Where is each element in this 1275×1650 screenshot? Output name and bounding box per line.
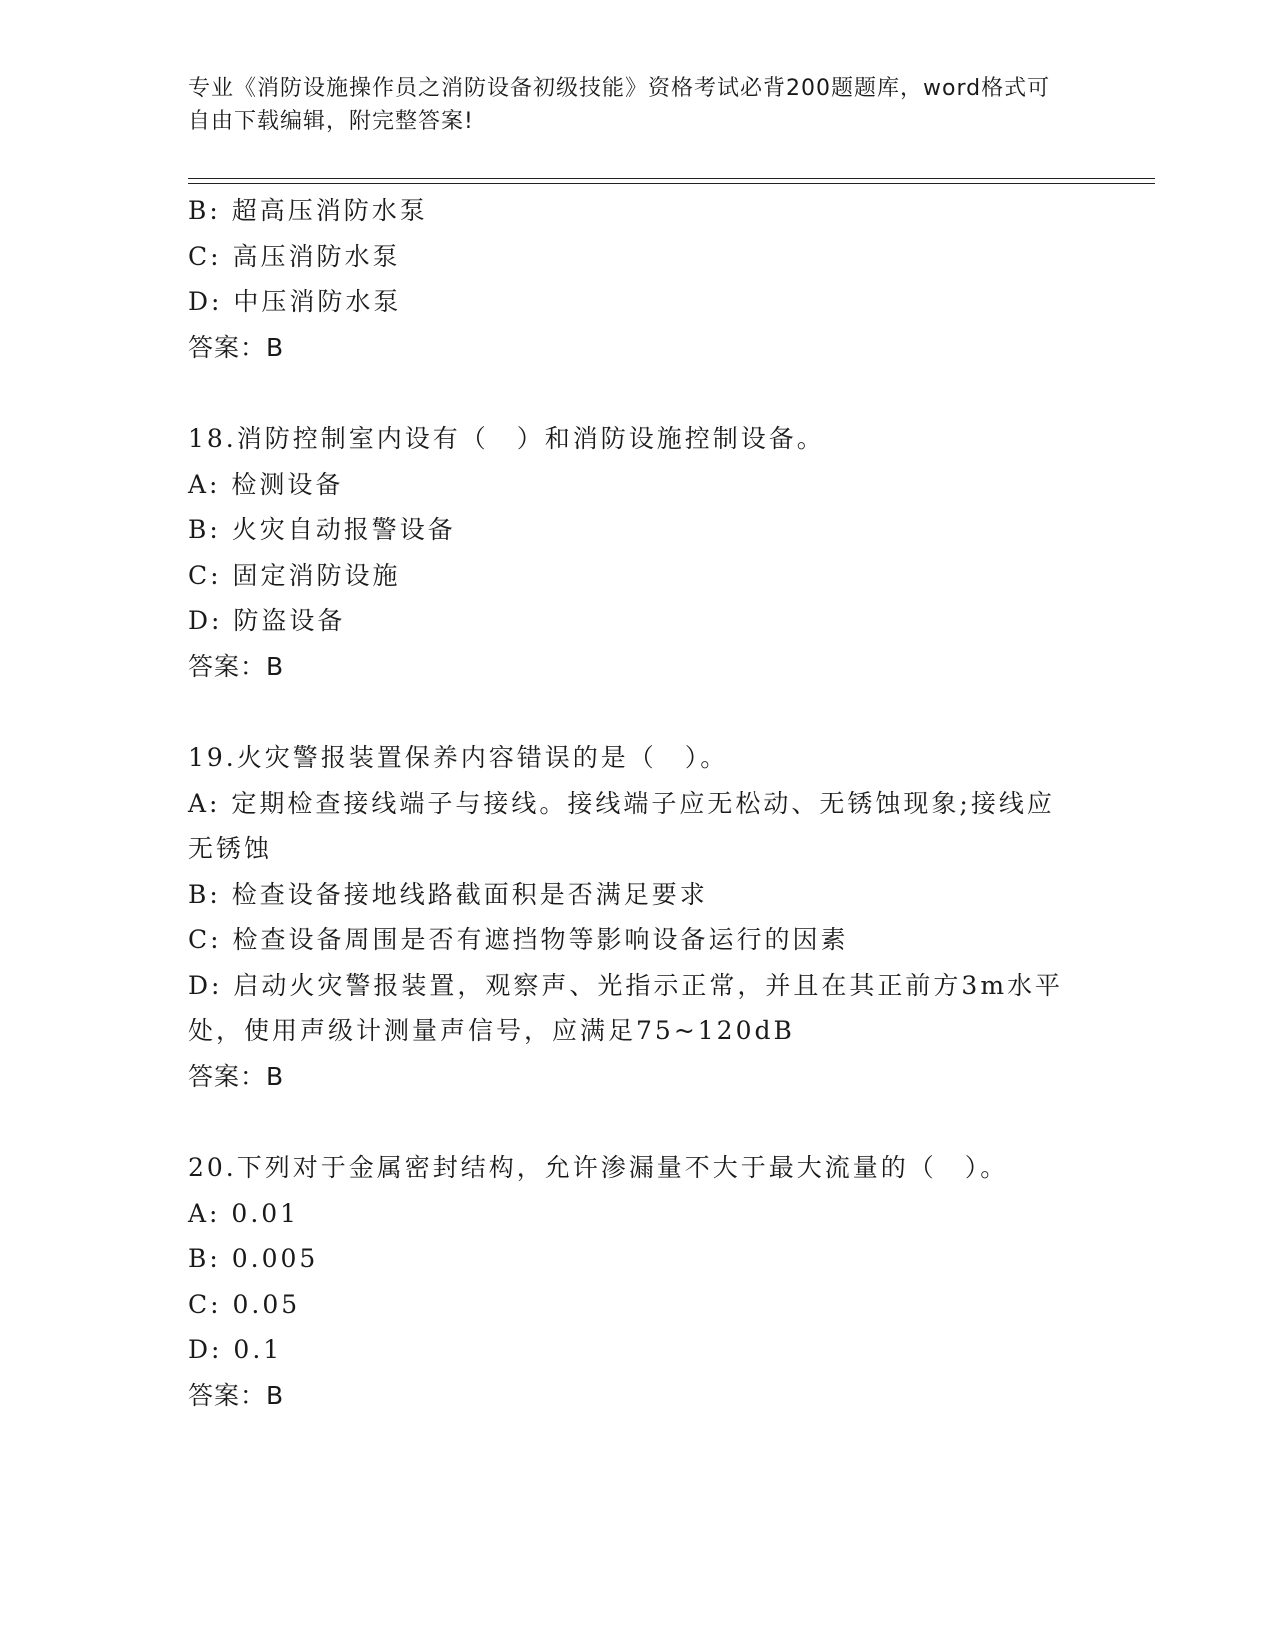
question-content (188, 188, 1068, 1418)
option-b: B: 火灾自动报警设备 (188, 515, 456, 544)
header-divider-bottom (188, 183, 1155, 184)
question-20 (188, 1145, 1068, 1418)
option-d: D: 0.1 (188, 1335, 283, 1364)
option-c: C: 检查设备周围是否有遮挡物等影响设备运行的因素 (188, 925, 849, 954)
option-b: B: 检查设备接地线路截面积是否满足要求 (188, 879, 708, 909)
option-b: B: 超高压消防水泵 (188, 196, 428, 225)
question-stem: 20.下列对于金属密封结构，允许渗漏量不大于最大流量的（ ）。 (188, 1153, 1009, 1182)
option-a: A: 检测设备 (188, 469, 344, 499)
option-d: D: 防盗设备 (188, 606, 346, 635)
answer-line: 答案：B (188, 1380, 285, 1410)
option-d: D: 中压消防水泵 (188, 287, 402, 316)
option-d: D: 启动火灾警报装置，观察声、光指示正常，并且在其正前方3m水平处，使用声级计测量声信号，应满足75~120dB (188, 970, 1064, 1045)
option-a: A: 定期检查接线端子与接线。接线端子应无松动、无锈蚀现象;接线应无锈蚀 (188, 788, 1055, 863)
question-19 (188, 735, 1068, 1099)
header-divider-top (188, 178, 1155, 179)
question-stem: 18.消防控制室内设有（ ）和消防设施控制设备。 (188, 424, 825, 453)
option-c: C: 0.05 (188, 1289, 301, 1319)
question-17-tail (188, 188, 1068, 370)
option-c: C: 高压消防水泵 (188, 241, 401, 271)
question-stem: 19.火灾警报装置保养内容错误的是（ ）。 (188, 743, 729, 772)
spacer (188, 370, 1068, 416)
option-c: C: 固定消防设施 (188, 560, 401, 590)
option-b: B: 0.005 (188, 1244, 319, 1273)
answer-line: 答案：B (188, 1061, 285, 1091)
spacer (188, 1099, 1068, 1145)
document-header: 专业《消防设施操作员之消防设备初级技能》资格考试必背200题题库，word格式可自由下载编辑，附完整答案! (188, 76, 1051, 134)
answer-line: 答案：B (188, 332, 285, 362)
spacer (188, 689, 1068, 735)
question-18 (188, 416, 1068, 689)
option-a: A: 0.01 (188, 1198, 300, 1228)
answer-line: 答案：B (188, 651, 285, 681)
